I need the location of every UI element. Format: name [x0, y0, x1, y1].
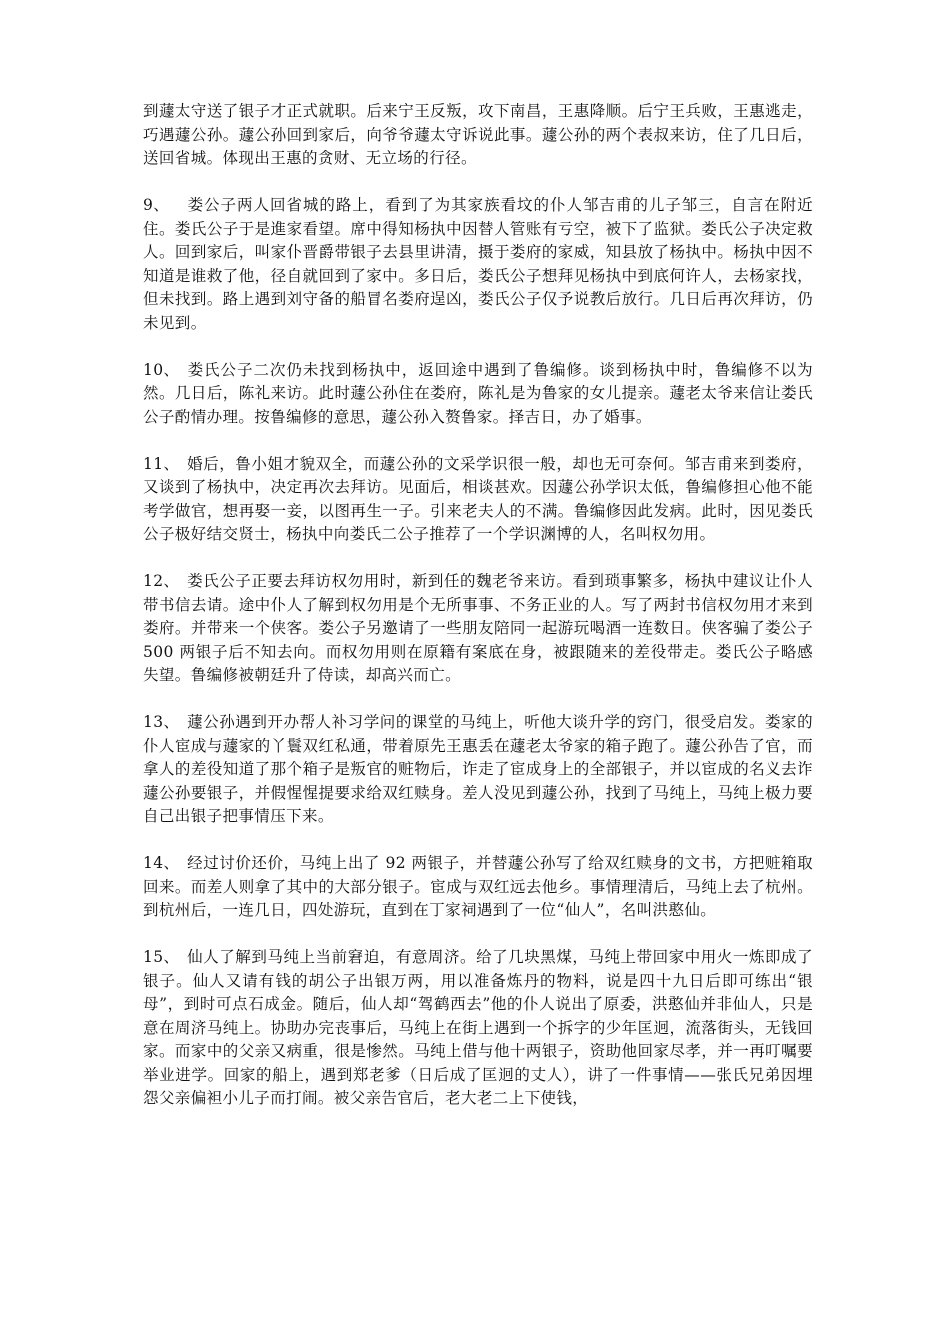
paragraph-number: 14、 — [143, 854, 180, 872]
paragraph-text: 蘧公孙遇到开办帮人补习学问的课堂的马纯上，听他大谈升学的窍门，很受启发。娄家的仆人宦成与蘧家的丫鬟双红私通，带着原先王惠丢在蘧老太爷家的箱子跑了。蘧公孙告了官，而拿人的差役知道了那个箱子是叛官的赃物后，诈走了宦成身上的全部银子，并以宦成的名义去诈蘧公孙要银子，并假惺惺提要求给双红赎身。差人没见到蘧公孙，找到了马纯上，马纯上极力要自己出银子把事情压下来。 — [143, 713, 813, 825]
paragraph-number: 12、 — [143, 572, 180, 590]
paragraph-11 — [143, 453, 813, 547]
paragraph-number: 11、 — [143, 454, 180, 473]
paragraph-text: 经过讨价还价，马纯上出了 92 两银子，并替蘧公孙写了给双红赎身的文书，方把赃箱取回来。而差人则拿了其中的大部分银子。宦成与双红远去他乡。事情理清后，马纯上去了杭州。到杭州后，一连几日，四处游玩，直到在丁家祠遇到了一位“仙人”，名叫洪憨仙。 — [143, 854, 813, 919]
paragraph-number: 15、 — [143, 948, 180, 966]
document-page — [143, 100, 813, 1134]
paragraph-text: 娄公子两人回省城的路上，看到了为其家族看坟的仆人邹吉甫的儿子邹三，自言在附近住。娄氏公子于是進家看望。席中得知杨执中因替人管账有亏空，被下了监狱。娄氏公子决定救人。回到家后，叫家仆晋爵带银子去县里讲清，摄于娄府的家威，知县放了杨执中。杨执中因不知道是谁救了他，径自就回到了家中。多日后，娄氏公子想拜见杨执中到底何许人，去杨家找，但未找到。路上遇到刘守备的船冒名娄府逞凶，娄氏公子仅予说教后放行。几日后再次拜访，仍未见到。 — [143, 196, 813, 332]
paragraph-number: 10、 — [143, 360, 180, 379]
paragraph-text: 娄氏公子正要去拜访权勿用时，新到任的魏老爷来访。看到琐事繁多，杨执中建议让仆人带书信去请。途中仆人了解到权勿用是个无所事事、不务正业的人。写了两封书信权勿用才来到娄府。并带来一个侠客。娄公子另邀请了一些朋友陪同一起游玩喝酒一连数日。侠客骗了娄公子 500 两银子后不知去向。而权勿用则在原籍有案底在身，被跟随来的差役带走。娄氏公子略感失望。鲁编修被朝廷升了侍读，却高兴而亡。 — [143, 572, 813, 684]
paragraph-text: 仙人了解到马纯上当前窘迫，有意周济。给了几块黑煤，马纯上带回家中用火一炼即成了银子。仙人又请有钱的胡公子出银万两，用以准备炼丹的物料，说是四十九日后即可练出“银母”，到时可点石成金。随后，仙人却“驾鹤西去”他的仆人说出了原委，洪憨仙并非仙人，只是意在周济马纯上。协助办完丧事后，马纯上在街上遇到一个拆字的少年匡迥，流落街头，无钱回家。而家中的父亲又病重，很是惨然。马纯上借与他十两银子，资助他回家尽孝，并一再叮嘱要举业进学。回家的船上，遇到郑老爹（日后成了匡迥的丈人），讲了一件事情——张氏兄弟因埋怨父亲偏袒小儿子而打闹。被父亲告官后，老大老二上下使钱， — [143, 948, 813, 1107]
paragraph-12 — [143, 570, 813, 688]
paragraph-text: 娄氏公子二次仍未找到杨执中，返回途中遇到了鲁编修。谈到杨执中时，鲁编修不以为然。几日后，陈礼来访。此时蘧公孙住在娄府，陈礼是为鲁家的女儿提亲。蘧老太爷来信让娄氏公子酌情办理。按鲁编修的意思，蘧公孙入赘鲁家。择吉日，办了婚事。 — [143, 360, 813, 426]
paragraph-13 — [143, 711, 813, 829]
paragraph-14 — [143, 852, 813, 923]
paragraph-continuation — [143, 100, 813, 171]
paragraph-text: 婚后，鲁小姐才貌双全，而蘧公孙的文采学识很一般，却也无可奈何。邹吉甫来到娄府，又谈到了杨执中，决定再次去拜访。见面后，相谈甚欢。因蘧公孙学识太低，鲁编修担心他不能考学做官，想再娶一妾，以图再生一子。引来老夫人的不满。鲁编修因此发病。此时，因见娄氏公子极好结交贤士，杨执中向娄氏二公子推荐了一个学识渊博的人，名叫权勿用。 — [143, 454, 813, 543]
paragraph-9 — [143, 194, 813, 335]
paragraph-number: 9、 — [143, 196, 170, 214]
paragraph-number: 13、 — [143, 713, 180, 731]
paragraph-text: 到蘧太守送了银子才正式就职。后来宁王反叛，攻下南昌，王惠降顺。后宁王兵败，王惠逃走，巧遇蘧公孙。蘧公孙回到家后，向爷爷蘧太守诉说此事。蘧公孙的两个表叔来访，住了几日后，送回省城。体现出王惠的贪财、无立场的行径。 — [143, 102, 813, 167]
paragraph-10 — [143, 359, 813, 430]
paragraph-15 — [143, 946, 813, 1111]
